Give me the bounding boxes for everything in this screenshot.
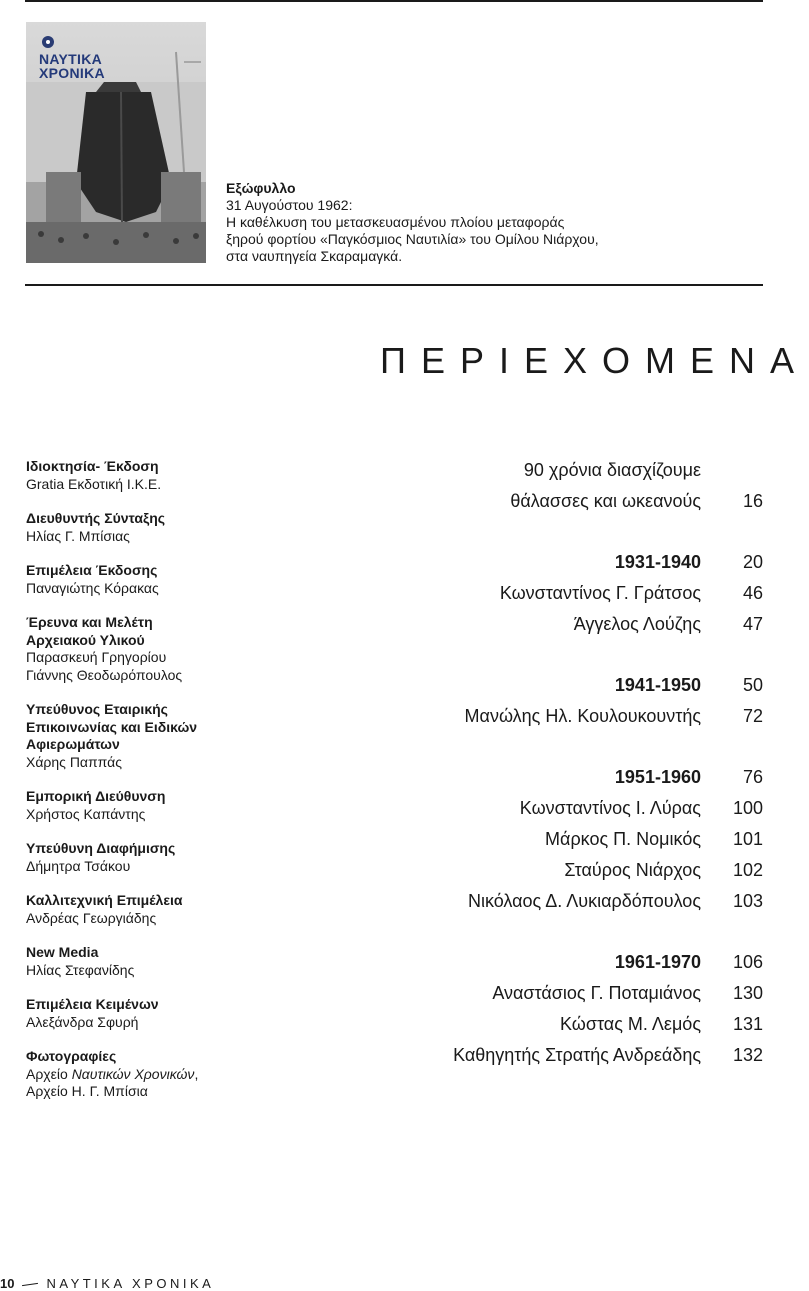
toc-section-row xyxy=(400,947,763,978)
toc-spacer xyxy=(400,917,763,947)
credit-role-line: Καλλιτεχνική Επιμέλεια xyxy=(26,892,183,908)
toc-page-number: 106 xyxy=(732,952,763,972)
credit-person: Ηλίας Γ. Μπίσιας xyxy=(26,527,130,544)
toc-entry-title: Αναστάσιος Γ. Ποταμιάνος xyxy=(492,983,701,1003)
cover-caption-line: ξηρού φορτίου «Παγκόσμιος Ναυτιλία» του Ομίλου Νιάρχου, xyxy=(226,231,599,247)
toc-spacer xyxy=(400,732,763,762)
credit-entry xyxy=(26,944,266,979)
toc-page-number: 130 xyxy=(732,983,763,1003)
toc-page-number: 132 xyxy=(732,1045,763,1065)
toc-spacer xyxy=(400,517,763,547)
credit-role xyxy=(26,1048,266,1066)
cover-caption-line: 31 Αυγούστου 1962: xyxy=(226,197,353,213)
credit-role-line: Επιμέλεια Κειμένων xyxy=(26,996,159,1012)
credit-person: Παρασκευή Γρηγορίου xyxy=(26,649,167,665)
credit-role-line: Έρευνα και Μελέτη xyxy=(26,614,153,630)
toc-section-title: 1961-1970 xyxy=(614,952,701,972)
toc-page-number: 20 xyxy=(742,552,763,572)
page-footer xyxy=(0,1276,214,1291)
cover-magazine-title: ΝΑΥΤΙΚΑ ΧΡΟΝΙΚΑ xyxy=(39,51,105,81)
credit-role xyxy=(26,788,266,806)
credit-entry xyxy=(26,840,266,875)
toc-entry-title: Κωνσταντίνος Ι. Λύρας xyxy=(519,798,701,818)
toc-row xyxy=(400,701,763,732)
toc-entry-title: Σταύρος Νιάρχος xyxy=(564,860,701,880)
toc-row xyxy=(400,978,763,1009)
toc-row xyxy=(400,455,763,486)
toc-row xyxy=(400,486,763,517)
footer-dash-icon xyxy=(22,1283,38,1286)
toc-row xyxy=(400,1009,763,1040)
credit-entry xyxy=(26,996,266,1031)
toc-page-number: 47 xyxy=(742,614,763,634)
credit-role xyxy=(26,510,266,528)
toc-entry-title: θάλασσες και ωκεανούς xyxy=(510,491,701,511)
credit-role xyxy=(26,944,266,962)
credit-role xyxy=(26,840,266,858)
credit-role-line: Επιμέλεια Έκδοσης xyxy=(26,562,158,578)
toc-entry-title: Μανώλης Ηλ. Κουλουκουντής xyxy=(464,706,701,726)
toc-entry-title: Μάρκος Π. Νομικός xyxy=(545,829,701,849)
credit-entry xyxy=(26,701,266,771)
toc-page-number: 102 xyxy=(732,860,763,880)
cover-caption xyxy=(226,180,726,265)
credit-role-line: Ιδιοκτησία- Έκδοση xyxy=(26,458,159,474)
page-title: ΠΕΡΙΕΧΟΜΕΝΑ xyxy=(380,340,809,381)
credits-column xyxy=(26,458,266,1118)
toc-section-title: 1951-1960 xyxy=(614,767,701,787)
credit-role-line: Φωτογραφίες xyxy=(26,1048,117,1064)
toc-row xyxy=(400,793,763,824)
toc-row xyxy=(400,609,763,640)
credit-entry xyxy=(26,788,266,823)
toc-row xyxy=(400,886,763,917)
credit-entry xyxy=(26,892,266,927)
credit-role-line: New Media xyxy=(26,944,99,960)
credit-person: Γιάννης Θεοδωρόπουλος xyxy=(26,666,183,683)
credit-role-line: Διευθυντής Σύνταξης xyxy=(26,510,166,526)
credit-person: Αρχείο Ναυτικών Χρονικών, xyxy=(26,1065,199,1082)
credit-person: Αλεξάνδρα Σφυρή xyxy=(26,1013,139,1030)
credit-role-line: Υπεύθυνος Εταιρικής xyxy=(26,701,168,717)
credit-person: Δήμητρα Τσάκου xyxy=(26,857,131,874)
toc-section-title: 1931-1940 xyxy=(614,552,701,572)
credit-role xyxy=(26,562,266,580)
table-of-contents xyxy=(400,455,763,1071)
credit-entry xyxy=(26,1048,266,1101)
credit-role-line: Επικοινωνίας και Ειδικών xyxy=(26,718,198,735)
toc-entry-title: 90 χρόνια διασχίζουμε xyxy=(523,460,701,480)
credit-role-line: Αφιερωμάτων xyxy=(26,736,120,752)
credit-person: Παναγιώτης Κόρακας xyxy=(26,579,159,596)
toc-page-number: 103 xyxy=(732,891,763,911)
toc-entry-title: Κώστας Μ. Λεμός xyxy=(560,1014,701,1034)
cover-caption-title: Εξώφυλλο xyxy=(226,180,296,196)
toc-page-number: 16 xyxy=(742,491,763,511)
credit-role-line: Υπεύθυνη Διαφήμισης xyxy=(26,840,176,856)
credit-entry xyxy=(26,458,266,493)
toc-page-number: 100 xyxy=(732,798,763,818)
toc-entry-title: Καθηγητής Στρατής Ανδρεάδης xyxy=(453,1045,701,1065)
credit-person: Ηλίας Στεφανίδης xyxy=(26,961,135,978)
toc-section-row xyxy=(400,547,763,578)
toc-section-row xyxy=(400,670,763,701)
credit-role-line: Αρχειακού Υλικού xyxy=(26,631,145,648)
toc-row xyxy=(400,1040,763,1071)
toc-page-number: 46 xyxy=(742,583,763,603)
cover-image xyxy=(26,22,206,263)
credit-person: Χάρης Παππάς xyxy=(26,753,122,770)
credit-entry xyxy=(26,614,266,684)
credit-person: Χρήστος Καπάντης xyxy=(26,805,146,822)
credit-person: Αρχείο Η. Γ. Μπίσια xyxy=(26,1083,148,1099)
toc-entry-title: Κωνσταντίνος Γ. Γράτσος xyxy=(499,583,701,603)
toc-page-number: 76 xyxy=(742,767,763,787)
credit-role xyxy=(26,614,266,649)
credit-role xyxy=(26,701,266,754)
toc-page-number: 101 xyxy=(732,829,763,849)
magazine-logo-icon xyxy=(42,36,54,48)
cover-caption-line: Η καθέλκυση του μετασκευασμένου πλοίου μεταφοράς xyxy=(226,214,565,230)
toc-section-title: 1941-1950 xyxy=(614,675,701,695)
credit-person: Gratia Εκδοτική Ι.Κ.Ε. xyxy=(26,475,162,492)
toc-spacer xyxy=(400,640,763,670)
top-rule xyxy=(25,0,763,2)
toc-section-row xyxy=(400,762,763,793)
toc-page-number: 131 xyxy=(732,1014,763,1034)
toc-row xyxy=(400,578,763,609)
toc-page-number: 50 xyxy=(742,675,763,695)
page-number: 10 xyxy=(0,1276,15,1291)
toc-row xyxy=(400,824,763,855)
credit-person: Ανδρέας Γεωργιάδης xyxy=(26,909,157,926)
credit-role xyxy=(26,892,266,910)
credit-role xyxy=(26,458,266,476)
toc-entry-title: Άγγελος Λούζης xyxy=(573,614,701,634)
section-rule xyxy=(25,284,763,286)
cover-caption-line: στα ναυπηγεία Σκαραμαγκά. xyxy=(226,248,403,264)
footer-magazine-name: ΝΑΥΤΙΚΑ ΧΡΟΝΙΚΑ xyxy=(46,1276,215,1291)
credit-entry xyxy=(26,510,266,545)
credit-entry xyxy=(26,562,266,597)
credit-role-line: Εμπορική Διεύθυνση xyxy=(26,788,166,804)
toc-entry-title: Νικόλαος Δ. Λυκιαρδόπουλος xyxy=(467,891,701,911)
toc-page-number: 72 xyxy=(742,706,763,726)
toc-row xyxy=(400,855,763,886)
credit-role xyxy=(26,996,266,1014)
